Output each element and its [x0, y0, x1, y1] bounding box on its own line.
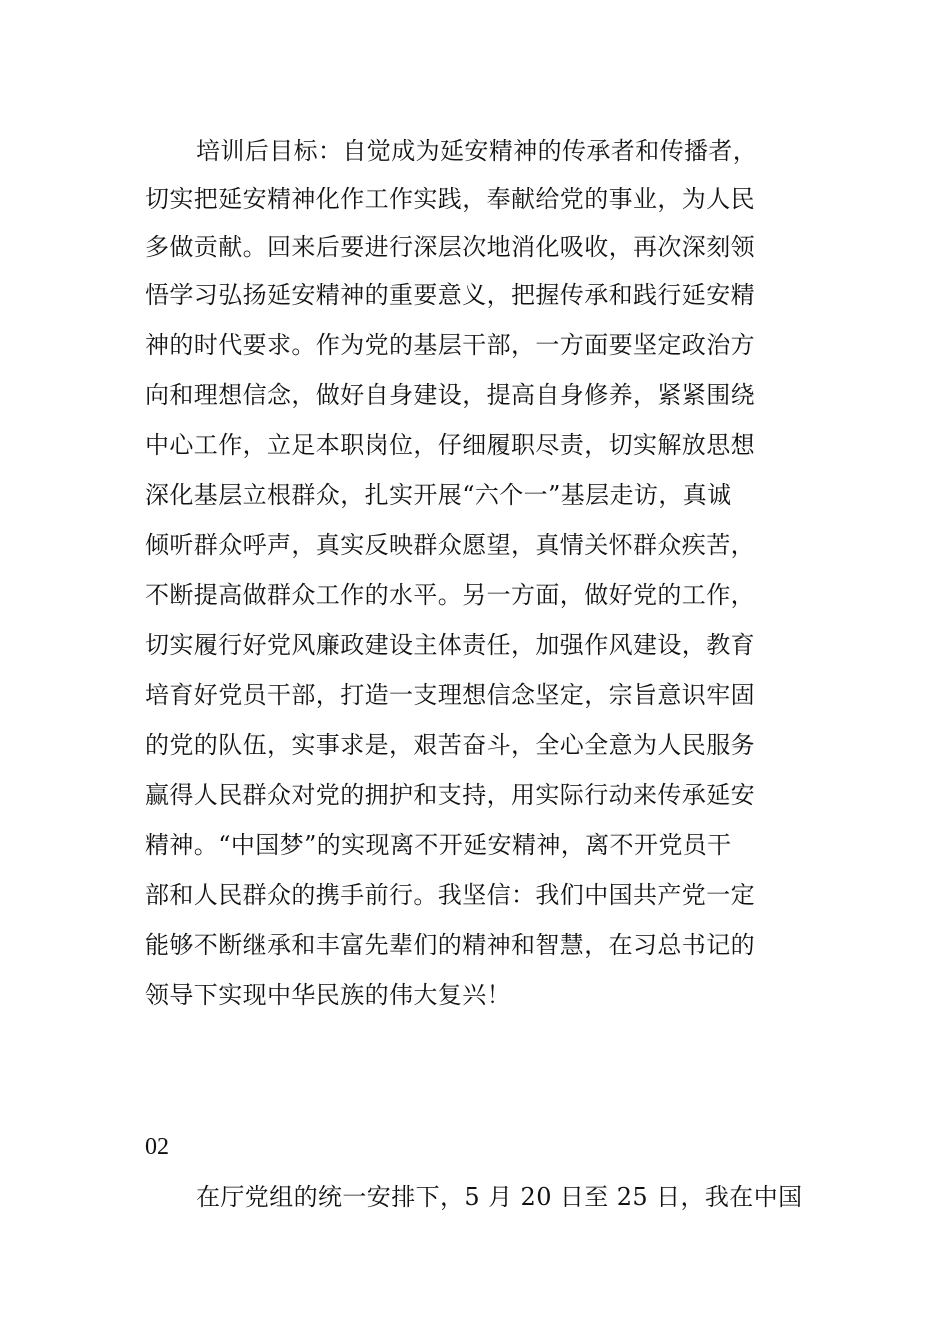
- paragraph-1-line-12: 培育好党员干部，打造一支理想信念坚定，宗旨意识牢固: [145, 681, 755, 709]
- paragraph-1-line-7: 中心工作，立足本职岗位，仔细履职尽责，切实解放思想: [145, 431, 755, 459]
- paragraph-1-line-5: 神的时代要求。作为党的基层干部，一方面要坚定政治方: [145, 331, 755, 359]
- paragraph-1-line-6: 向和理想信念，做好自身建设，提高自身修养，紧紧围绕: [145, 381, 755, 409]
- paragraph-1-line-10: 不断提高做群众工作的水平。另一方面，做好党的工作，: [145, 581, 755, 609]
- paragraph-1-line-14: 赢得人民群众对党的拥护和支持，用实际行动来传承延安: [145, 781, 755, 809]
- paragraph-2-line-1: 在厅党组的统一安排下，5 月 20 日至 25 日，我在中国: [196, 1183, 803, 1211]
- paragraph-1-line-9: 倾听群众呼声，真实反映群众愿望，真情关怀群众疾苦，: [145, 531, 755, 559]
- paragraph-1-line-2: 切实把延安精神化作工作实践，奉献给党的事业，为人民: [145, 185, 755, 213]
- paragraph-1-line-15: 精神。“中国梦”的实现离不开延安精神，离不开党员干: [145, 831, 732, 859]
- paragraph-1-line-13: 的党的队伍，实事求是，艰苦奋斗，全心全意为人民服务: [145, 731, 755, 759]
- section-number: 02: [145, 1134, 169, 1160]
- paragraph-1-line-3: 多做贡献。回来后要进行深层次地消化吸收，再次深刻领: [145, 233, 755, 261]
- paragraph-1-line-11: 切实履行好党风廉政建设主体责任，加强作风建设，教育: [145, 631, 755, 659]
- paragraph-1-line-4: 悟学习弘扬延安精神的重要意义，把握传承和践行延安精: [145, 281, 755, 309]
- paragraph-1-line-18: 领导下实现中华民族的伟大复兴！: [145, 981, 511, 1009]
- paragraph-1-line-17: 能够不断继承和丰富先辈们的精神和智慧，在习总书记的: [145, 931, 755, 959]
- paragraph-1-line-16: 部和人民群众的携手前行。我坚信：我们中国共产党一定: [145, 881, 755, 909]
- paragraph-1-line-8: 深化基层立根群众，扎实开展“六个一”基层走访，真诚: [145, 481, 732, 509]
- paragraph-1-line-1: 培训后目标：自觉成为延安精神的传承者和传播者，: [196, 137, 758, 165]
